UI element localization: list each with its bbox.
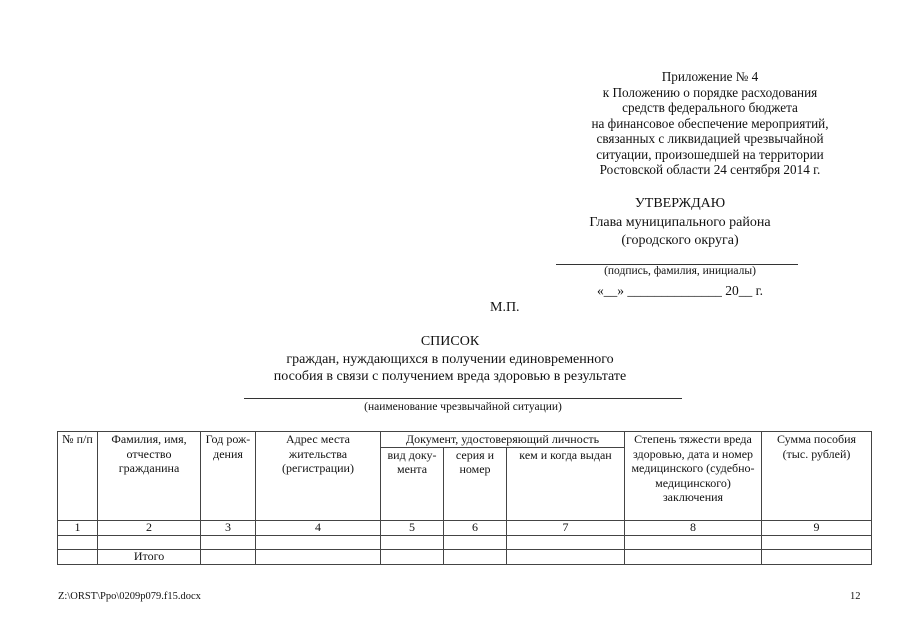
table-cell: [625, 550, 762, 565]
header-num: № п/п: [58, 432, 98, 521]
column-number: 3: [201, 521, 256, 536]
column-number: 7: [507, 521, 625, 536]
column-number: 9: [762, 521, 872, 536]
column-number: 2: [98, 521, 201, 536]
column-number: 6: [444, 521, 507, 536]
table-cell: [625, 536, 762, 550]
table-cell: [381, 536, 444, 550]
header-id-document: Документ, удостоверяющий личность: [381, 432, 625, 448]
header-doc-series: серия и номер: [444, 447, 507, 521]
column-number: 5: [381, 521, 444, 536]
file-path: Z:\ORST\Ppo\0209p079.f15.docx: [58, 591, 201, 602]
event-name-line: [244, 398, 682, 399]
table-cell: [98, 536, 201, 550]
citizens-table: [57, 431, 872, 565]
header-birth-year: Год рож-дения: [201, 432, 256, 521]
column-number: 8: [625, 521, 762, 536]
signature-caption: (подпись, фамилия, инициалы): [604, 265, 756, 277]
header-name: Фамилия, имя, отчество гражданина: [98, 432, 201, 521]
table-cell: [58, 536, 98, 550]
appendix-line: Приложение № 4: [661, 69, 759, 84]
table-cell: [762, 550, 872, 565]
approval-position: Глава муниципального района: [589, 215, 771, 230]
column-number-row: [58, 521, 872, 536]
appendix-line: ситуации, произошедшей на территории: [596, 146, 824, 162]
table-cell: [507, 536, 625, 550]
document-subtitle-line2: пособия в связи с получением вреда здоровью в результате: [273, 369, 627, 384]
header-address: Адрес места жительства (регистрации): [256, 432, 381, 521]
table-cell: [444, 536, 507, 550]
header-doc-issued: кем и когда выдан: [507, 447, 625, 521]
appendix-line: связанных с ликвидацией чрезвычайной: [596, 131, 824, 146]
event-name-caption: (наименование чрезвычайной ситуации): [364, 401, 562, 413]
table-cell: [58, 550, 98, 565]
appendix-line: на финансовое обеспечение мероприятий,: [591, 115, 829, 131]
table-cell: [201, 536, 256, 550]
table-cell: [201, 550, 256, 565]
table-row: [58, 536, 872, 550]
table-cell: [256, 536, 381, 550]
header-amount: Сумма пособия (тыс. рублей): [762, 432, 872, 521]
stamp-label: М.П.: [490, 300, 520, 315]
table-header-row: [58, 432, 872, 448]
header-severity: Степень тяжести вреда здоровью, дата и номер медицинского (судебно-медицинского) заключения: [625, 432, 762, 521]
total-label: Итого: [98, 550, 201, 565]
table-cell: [762, 536, 872, 550]
table-cell: [381, 550, 444, 565]
table-cell: [507, 550, 625, 565]
appendix-header: [560, 69, 860, 178]
column-number: 4: [256, 521, 381, 536]
document-subtitle-line1: граждан, нуждающихся в получении единовременного: [286, 352, 614, 367]
appendix-line: к Положению о порядке расходования: [602, 84, 818, 100]
document-title: СПИСОК: [420, 334, 480, 349]
table-cell: [444, 550, 507, 565]
appendix-line: Ростовской области 24 сентября 2014 г.: [599, 162, 821, 177]
page-number: 12: [850, 591, 861, 602]
approval-date-line: «__» ______________ 20__ г.: [596, 283, 763, 298]
approval-title: УТВЕРЖДАЮ: [634, 196, 726, 211]
total-row: [58, 550, 872, 565]
column-number: 1: [58, 521, 98, 536]
table-cell: [256, 550, 381, 565]
appendix-line: средств федерального бюджета: [622, 100, 798, 115]
header-doc-type: вид доку-мента: [381, 447, 444, 521]
approval-position-note: (городского округа): [621, 233, 739, 248]
